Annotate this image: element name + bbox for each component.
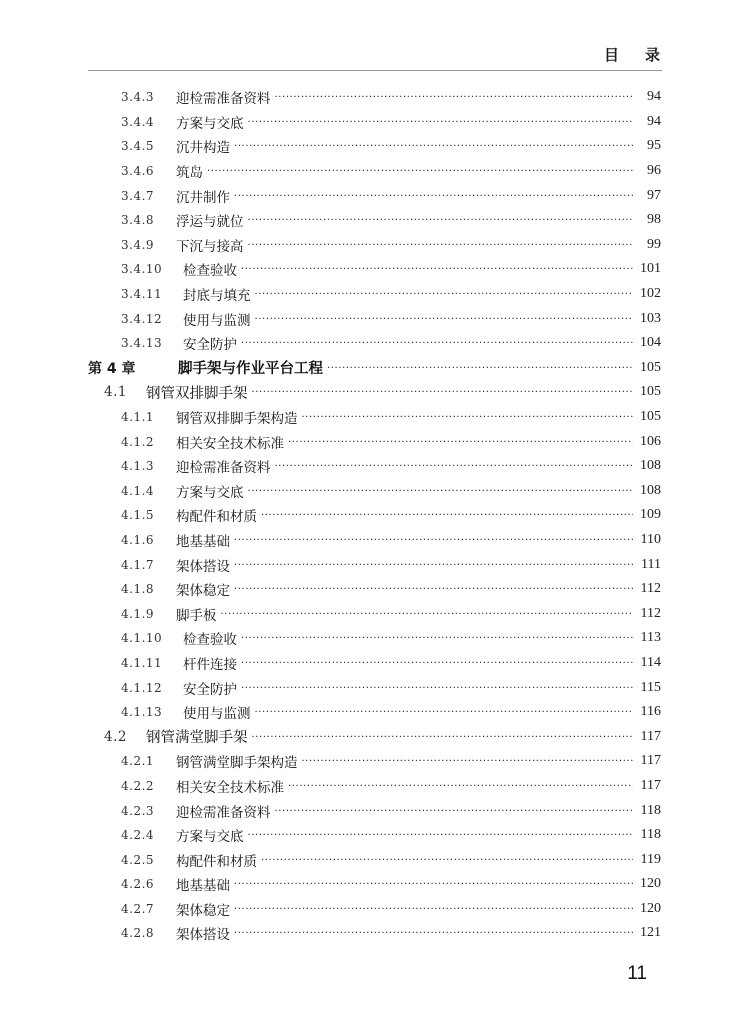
toc-entry-page: 115 — [640, 679, 661, 695]
toc-subsection-entry[interactable] — [88, 233, 661, 258]
toc-leader-dots — [241, 337, 633, 349]
toc-entry-title: 地基基础 — [176, 533, 230, 550]
toc-leader-dots — [248, 116, 634, 128]
toc-entry-number: 4.2.7 — [121, 901, 155, 916]
toc-leader-dots — [248, 214, 634, 226]
toc-entry-title: 筑岛 — [176, 165, 203, 182]
toc-subsection-entry[interactable] — [88, 208, 661, 233]
toc-entry-title: 安全防护 — [183, 337, 237, 354]
toc-entry-page: 105 — [640, 384, 661, 400]
toc-subsection-entry[interactable] — [88, 577, 661, 602]
toc-subsection-entry[interactable] — [88, 134, 661, 159]
toc-entry-title: 方案与交底 — [176, 484, 244, 501]
toc-entry-number: 3.4.13 — [121, 336, 163, 351]
toc-entry-page: 103 — [640, 310, 661, 326]
toc-leader-dots — [248, 829, 634, 841]
toc-entry-page: 104 — [640, 335, 661, 351]
toc-subsection-entry[interactable] — [88, 110, 661, 135]
toc-entry-page: 119 — [640, 851, 661, 867]
toc-subsection-entry[interactable] — [88, 700, 661, 725]
toc-leader-dots — [234, 903, 633, 915]
toc-entry-title: 方案与交底 — [176, 829, 244, 846]
toc-entry-number: 4.1.11 — [121, 655, 163, 670]
toc-entry-page: 118 — [640, 802, 661, 818]
toc-entry-number: 4.2.2 — [121, 778, 155, 793]
toc-entry-number: 3.4.8 — [121, 213, 155, 228]
toc-entry-title: 钢管满堂脚手架 — [146, 730, 248, 747]
toc-entry-number: 第 4 章 — [88, 360, 136, 377]
toc-leader-dots — [288, 780, 633, 792]
toc-entry-title: 使用与监测 — [183, 312, 251, 329]
toc-leader-dots — [241, 263, 633, 275]
toc-leader-dots — [302, 411, 634, 423]
toc-leader-dots — [255, 288, 634, 300]
toc-subsection-entry[interactable] — [88, 749, 661, 774]
toc-entry-title: 检查验收 — [183, 632, 237, 649]
toc-leader-dots — [221, 608, 634, 620]
toc-entry-number: 4.1.10 — [121, 631, 163, 646]
toc-entry-page: 106 — [640, 433, 661, 449]
header-rule — [88, 70, 662, 71]
toc-entry-number: 3.4.7 — [121, 188, 155, 203]
toc-entry-title: 地基基础 — [176, 878, 230, 895]
toc-entry-page: 118 — [640, 827, 661, 843]
toc-entry-page: 109 — [640, 507, 661, 523]
toc-subsection-entry[interactable] — [88, 183, 661, 208]
toc-entry-page: 102 — [640, 286, 661, 302]
toc-entry-title: 脚手板 — [176, 607, 217, 624]
toc-leader-dots — [207, 165, 633, 177]
toc-entry-title: 方案与交底 — [176, 115, 244, 132]
toc-entry-number: 3.4.10 — [121, 262, 163, 277]
toc-entry-number: 4.2.4 — [121, 828, 155, 843]
toc-entry-number: 4.1.13 — [121, 705, 163, 720]
toc-leader-dots — [241, 632, 633, 644]
toc-leader-dots — [275, 805, 634, 817]
toc-subsection-entry[interactable] — [88, 897, 661, 922]
toc-subsection-entry[interactable] — [88, 823, 661, 848]
toc-entry-title: 下沉与接高 — [176, 238, 244, 255]
toc-entry-page: 120 — [640, 900, 661, 916]
toc-entry-page: 117 — [640, 753, 661, 769]
toc-entry-title: 相关安全技术标准 — [176, 435, 284, 452]
toc-entry-title: 封底与填充 — [183, 288, 251, 305]
toc-entry-page: 116 — [640, 704, 661, 720]
toc-entry-page: 94 — [647, 113, 661, 129]
toc-entry-title: 迎检需准备资料 — [176, 91, 271, 108]
toc-leader-dots — [248, 239, 634, 251]
toc-entry-number: 4.2.8 — [121, 926, 155, 941]
toc-subsection-entry[interactable] — [88, 331, 661, 356]
toc-entry-page: 114 — [640, 654, 661, 670]
toc-entry-page: 113 — [640, 630, 661, 646]
toc-entry-title: 架体稳定 — [176, 583, 230, 600]
toc-subsection-entry[interactable] — [88, 429, 661, 454]
toc-leader-dots — [248, 485, 634, 497]
toc-entry-number: 3.4.6 — [121, 164, 155, 179]
toc-leader-dots — [234, 534, 633, 546]
toc-section-entry[interactable] — [88, 380, 661, 405]
toc-subsection-entry[interactable] — [88, 774, 661, 799]
toc-leader-dots — [302, 755, 634, 767]
toc-entry-number: 3.4.11 — [121, 287, 163, 302]
toc-entry-page: 105 — [640, 409, 661, 425]
toc-entry-page: 112 — [640, 605, 661, 621]
toc-entry-title: 架体搭设 — [176, 927, 230, 944]
toc-subsection-entry[interactable] — [88, 479, 661, 504]
toc-entry-page: 105 — [640, 359, 661, 375]
toc-entry-title: 钢管双排脚手架 — [146, 385, 248, 402]
toc-leader-dots — [252, 386, 634, 398]
toc-entry-number: 3.4.9 — [121, 237, 155, 252]
toc-entry-number: 4.1.1 — [121, 410, 155, 425]
page-number: 11 — [627, 963, 647, 984]
toc-leader-dots — [234, 559, 633, 571]
toc-entry-title: 杆件连接 — [183, 656, 237, 673]
toc-entry-title: 钢管满堂脚手架构造 — [176, 755, 298, 772]
toc-subsection-entry[interactable] — [88, 552, 661, 577]
toc-leader-dots — [241, 657, 633, 669]
toc-subsection-entry[interactable] — [88, 405, 661, 430]
table-of-contents — [88, 85, 661, 946]
toc-entry-page: 120 — [640, 876, 661, 892]
toc-leader-dots — [234, 190, 633, 202]
toc-subsection-entry[interactable] — [88, 675, 661, 700]
toc-entry-title: 检查验收 — [183, 263, 237, 280]
toc-entry-title: 浮运与就位 — [176, 214, 244, 231]
toc-subsection-entry[interactable] — [88, 159, 661, 184]
toc-subsection-entry[interactable] — [88, 528, 661, 553]
running-header-title — [604, 44, 660, 65]
toc-entry-number: 4.2.6 — [121, 877, 155, 892]
toc-entry-page: 108 — [640, 458, 661, 474]
toc-entry-number: 4.1.5 — [121, 508, 155, 523]
toc-entry-title: 相关安全技术标准 — [176, 779, 284, 796]
toc-leader-dots — [252, 731, 634, 743]
toc-leader-dots — [234, 583, 633, 595]
toc-entry-page: 98 — [647, 212, 661, 228]
toc-leader-dots — [327, 362, 633, 374]
toc-entry-title: 安全防护 — [183, 681, 237, 698]
toc-leader-dots — [261, 854, 633, 866]
toc-entry-number: 4.1.8 — [121, 582, 155, 597]
toc-entry-page: 121 — [640, 925, 661, 941]
toc-entry-page: 111 — [641, 556, 661, 572]
toc-entry-title: 构配件和材质 — [176, 853, 257, 870]
toc-entry-title: 迎检需准备资料 — [176, 804, 271, 821]
toc-entry-page: 110 — [640, 531, 661, 547]
toc-subsection-entry[interactable] — [88, 798, 661, 823]
toc-entry-title: 构配件和材质 — [176, 509, 257, 526]
toc-entry-number: 3.4.12 — [121, 311, 163, 326]
toc-leader-dots — [255, 706, 634, 718]
toc-entry-page: 96 — [647, 163, 661, 179]
toc-subsection-entry[interactable] — [88, 601, 661, 626]
toc-entry-page: 94 — [647, 89, 661, 105]
toc-leader-dots — [234, 878, 633, 890]
toc-entry-number: 4.1.4 — [121, 483, 155, 498]
toc-subsection-entry[interactable] — [88, 85, 661, 110]
toc-leader-dots — [255, 313, 634, 325]
toc-entry-title: 使用与监测 — [183, 706, 251, 723]
toc-entry-title: 架体搭设 — [176, 558, 230, 575]
toc-entry-number: 4.2.3 — [121, 803, 155, 818]
toc-leader-dots — [275, 91, 634, 103]
toc-entry-number: 4.2.1 — [121, 754, 155, 769]
toc-subsection-entry[interactable] — [88, 257, 661, 282]
toc-subsection-entry[interactable] — [88, 921, 661, 946]
toc-leader-dots — [261, 509, 633, 521]
header-char: 录 — [644, 46, 660, 64]
toc-entry-number: 4.1.2 — [121, 434, 155, 449]
toc-subsection-entry[interactable] — [88, 306, 661, 331]
toc-entry-title: 沉井构造 — [176, 140, 230, 157]
toc-subsection-entry[interactable] — [88, 847, 661, 872]
toc-entry-page: 101 — [640, 261, 661, 277]
toc-entry-number: 3.4.4 — [121, 114, 155, 129]
toc-subsection-entry[interactable] — [88, 626, 661, 651]
toc-entry-title: 架体稳定 — [176, 902, 230, 919]
toc-entry-page: 97 — [647, 187, 661, 203]
toc-section-entry[interactable] — [88, 724, 661, 749]
toc-entry-page: 108 — [640, 482, 661, 498]
toc-entry-number: 4.1.3 — [121, 459, 155, 474]
toc-entry-number: 4.2.5 — [121, 852, 155, 867]
header-char: 目 — [603, 46, 619, 64]
toc-entry-number: 4.2 — [104, 728, 127, 745]
toc-subsection-entry[interactable] — [88, 454, 661, 479]
toc-subsection-entry[interactable] — [88, 503, 661, 528]
toc-leader-dots — [241, 682, 633, 694]
toc-subsection-entry[interactable] — [88, 282, 661, 307]
toc-entry-page: 117 — [640, 728, 661, 744]
toc-entry-number: 4.1 — [104, 384, 127, 401]
toc-entry-title: 钢管双排脚手架构造 — [176, 411, 298, 428]
toc-leader-dots — [275, 460, 634, 472]
toc-entry-number: 4.1.9 — [121, 606, 155, 621]
toc-subsection-entry[interactable] — [88, 651, 661, 676]
toc-entry-page: 117 — [640, 777, 661, 793]
toc-entry-title: 沉井制作 — [176, 189, 230, 206]
toc-entry-page: 112 — [640, 581, 661, 597]
toc-entry-title: 迎检需准备资料 — [176, 460, 271, 477]
toc-entry-number: 3.4.3 — [121, 90, 155, 105]
toc-chapter-entry[interactable] — [88, 356, 661, 381]
toc-entry-number: 3.4.5 — [121, 139, 155, 154]
toc-leader-dots — [234, 140, 633, 152]
toc-entry-page: 95 — [647, 138, 661, 154]
toc-leader-dots — [288, 436, 633, 448]
toc-entry-title: 脚手架与作业平台工程 — [178, 361, 323, 378]
toc-entry-number: 4.1.12 — [121, 680, 163, 695]
toc-leader-dots — [234, 927, 633, 939]
toc-entry-number: 4.1.7 — [121, 557, 155, 572]
toc-entry-number: 4.1.6 — [121, 532, 155, 547]
toc-subsection-entry[interactable] — [88, 872, 661, 897]
toc-entry-page: 99 — [647, 236, 661, 252]
